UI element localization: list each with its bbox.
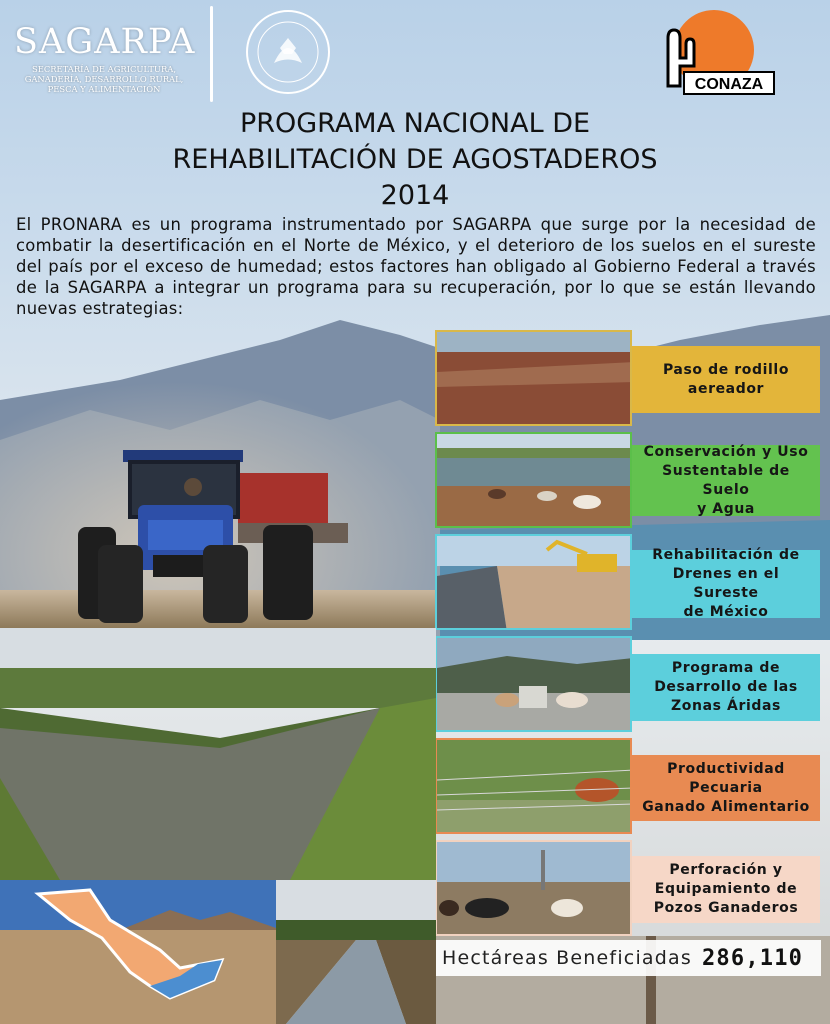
title-line-1: PROGRAMA NACIONAL DE (239, 108, 591, 139)
sagarpa-logo (14, 22, 194, 94)
strategy-2-line-2: Sustentable de Suelo (662, 462, 790, 498)
strategy-3-line-1: Rehabilitación de (652, 547, 800, 563)
photo-livestock-water (435, 432, 632, 528)
hectareas-value: 286,110 (701, 945, 804, 971)
photo-drain-excavator (435, 534, 632, 630)
strategy-4-line-3: Zonas Áridas (671, 698, 781, 714)
page-title (0, 106, 830, 214)
strategy-6-line-3: Pozos Ganaderos (653, 900, 799, 916)
sagarpa-subtitle-3: PESCA Y ALIMENTACIÓN (47, 84, 161, 94)
strategy-6-line-2: Equipamiento de (654, 881, 798, 897)
photo-drain-channel (276, 880, 436, 1024)
strategy-3-line-2: Drenes en el Sureste (672, 566, 780, 601)
sagarpa-subtitle-1: SECRETARÍA DE AGRICULTURA, (31, 64, 177, 74)
hectareas-label: Hectáreas Beneficiadas (442, 947, 692, 969)
photo-arid-zones (435, 636, 632, 732)
photo-wells-cattle (435, 840, 632, 936)
tractor-image (78, 445, 353, 625)
strategy-3-line-3: de México (683, 604, 769, 620)
strategy-2-line-3: y Agua (697, 500, 755, 517)
strategy-label-2 (632, 445, 820, 516)
strategy-6-line-1: Perforación y (669, 862, 783, 878)
strategy-5-line-1: Productividad Pecuaria (667, 760, 785, 796)
photo-desert-map (0, 880, 276, 1024)
strategy-label-1 (632, 346, 820, 413)
strategy-4-line-1: Programa de (671, 660, 781, 676)
strategy-1-line-2: aereador (687, 380, 765, 397)
title-year: 2014 (380, 180, 450, 211)
strategy-label-5 (632, 755, 820, 821)
photo-canal-landscape (0, 628, 436, 880)
intro-paragraph: El PRONARA es un programa instrumentado por SAGARPA que surge por la necesidad de combatir la desertificación en el Norte de México, y el deterioro de los suelos en el sureste del país por el exceso de humedad; estos factores han obligado al Gobierno Federal a través de la SAGARPA a integrar un programa para su recuperación, por lo que se están llevando nuevas estrategias: (16, 215, 816, 318)
strategy-label-4 (632, 654, 820, 721)
conaza-name: CONAZA (694, 76, 764, 93)
strategy-label-3 (632, 547, 820, 620)
strategy-2-line-1: Conservación y Uso (643, 443, 809, 460)
strategy-label-6 (632, 856, 820, 923)
photo-cattle-fence (435, 738, 632, 834)
photo-roller-field (435, 330, 632, 426)
logo-divider (210, 6, 213, 102)
strategy-4-line-2: Desarrollo de las (654, 679, 798, 695)
mexico-seal-icon (244, 8, 332, 96)
sagarpa-subtitle-2: GANADERÍA, DESARROLLO RURAL, (24, 74, 184, 84)
title-line-2: REHABILITACIÓN DE AGOSTADEROS (172, 144, 658, 175)
strategy-1-line-1: Paso de rodillo (662, 361, 790, 378)
strategy-5-line-2: Ganado Alimentario (642, 798, 810, 815)
conaza-logo (648, 8, 780, 100)
sagarpa-name: SAGARPA (14, 22, 196, 62)
hectareas-banner (436, 940, 821, 976)
